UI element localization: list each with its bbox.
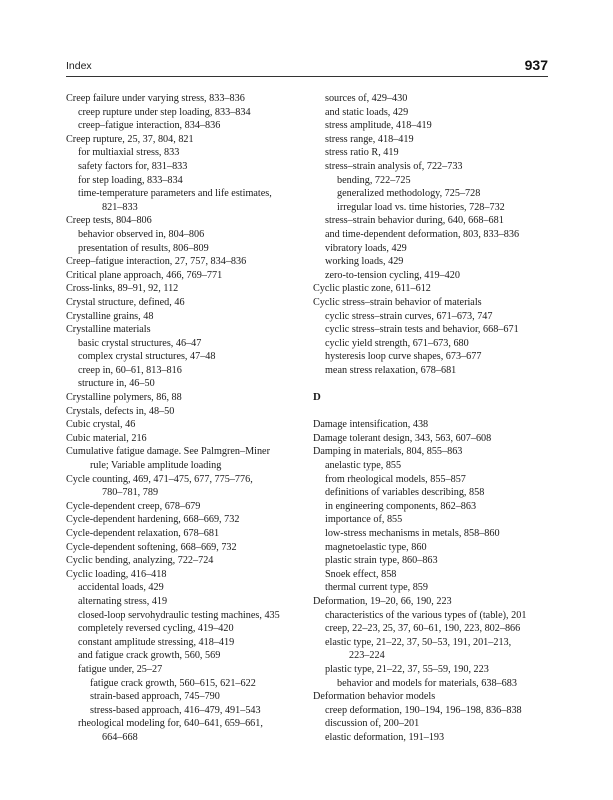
index-subentry: closed-loop servohydraulic testing machines, 435 bbox=[78, 609, 280, 621]
index-entry: Cycle-dependent softening, 668–669, 732 bbox=[66, 541, 237, 553]
index-subentry: rule; Variable amplitude loading bbox=[90, 460, 222, 472]
index-entry: Critical plane approach, 466, 769–771 bbox=[66, 269, 223, 281]
index-subentry: characteristics of the various types of (table), 201 bbox=[325, 609, 527, 621]
index-subentry: elastic deformation, 191–193 bbox=[325, 731, 445, 743]
index-entry: Deformation behavior models bbox=[313, 691, 436, 703]
index-subentry: creep deformation, 190–194, 196–198, 836–838 bbox=[325, 704, 522, 716]
index-subentry: plastic type, 21–22, 37, 55–59, 190, 223 bbox=[325, 663, 489, 675]
section-letter: D bbox=[313, 391, 321, 404]
index-subentry: irregular load vs. time histories, 728–732 bbox=[337, 201, 505, 213]
index-entry: Damping in materials, 804, 855–863 bbox=[313, 446, 463, 458]
index-subentry: thermal current type, 859 bbox=[325, 582, 428, 594]
index-subentry: generalized methodology, 725–728 bbox=[337, 188, 481, 200]
index-entry: Cycle-dependent relaxation, 678–681 bbox=[66, 528, 220, 539]
index-subentry: basic crystal structures, 46–47 bbox=[78, 337, 202, 349]
index-subentry: complex crystal structures, 47–48 bbox=[78, 351, 216, 363]
index-subentry: hysteresis loop curve shapes, 673–677 bbox=[325, 351, 482, 363]
index-entry: Cyclic bending, analyzing, 722–724 bbox=[66, 555, 214, 567]
index-subentry: stress ratio R, 419 bbox=[325, 147, 399, 159]
index-subentry: importance of, 855 bbox=[325, 514, 403, 526]
section-spacer bbox=[313, 377, 551, 391]
index-subentry: creep in, 60–61, 813–816 bbox=[78, 364, 182, 376]
index-subentry: for multiaxial stress, 833 bbox=[78, 147, 180, 159]
index-entry: Cyclic stress–strain behavior of materials bbox=[313, 296, 482, 308]
index-subentry: cyclic stress–strain tests and behavior, 668–671 bbox=[325, 324, 519, 336]
index-subentry: time-temperature parameters and life estimates, bbox=[78, 188, 272, 200]
index-subentry: and fatigue crack growth, 560, 569 bbox=[78, 650, 221, 662]
index-subentry: rheological modeling for, 640–641, 659–661, bbox=[78, 718, 263, 730]
index-subentry: stress amplitude, 418–419 bbox=[325, 120, 432, 132]
index-subentry: stress-based approach, 416–479, 491–543 bbox=[90, 704, 261, 716]
index-subentry: creep rupture under step loading, 833–834 bbox=[78, 106, 251, 118]
index-subentry: low-stress mechanisms in metals, 858–860 bbox=[325, 528, 500, 539]
index-entry: Crystalline grains, 48 bbox=[66, 310, 154, 322]
index-entry: Crystals, defects in, 48–50 bbox=[66, 405, 175, 417]
index-entry: Creep tests, 804–806 bbox=[66, 215, 152, 227]
index-entry: Cross-links, 89–91, 92, 112 bbox=[66, 283, 179, 295]
index-subentry: constant amplitude stressing, 418–419 bbox=[78, 636, 235, 648]
index-entry: Creep failure under varying stress, 833–836 bbox=[66, 93, 245, 104]
index-subentry: 780–781, 789 bbox=[102, 487, 159, 499]
index-entry: Cyclic plastic zone, 611–612 bbox=[313, 283, 431, 295]
section-spacer bbox=[313, 405, 551, 419]
index-subentry: zero-to-tension cycling, 419–420 bbox=[325, 269, 460, 281]
index-column-right bbox=[313, 92, 551, 745]
index-subentry: from rheological models, 855–857 bbox=[325, 473, 466, 485]
index-subentry: definitions of variables describing, 858 bbox=[325, 487, 485, 499]
index-subentry: structure in, 46–50 bbox=[78, 378, 155, 390]
index-subentry: bending, 722–725 bbox=[337, 174, 411, 186]
index-subentry: 664–668 bbox=[102, 731, 138, 743]
index-subentry: safety factors for, 831–833 bbox=[78, 160, 188, 172]
index-subentry: behavior and models for materials, 638–683 bbox=[337, 677, 517, 689]
index-entry: Crystalline materials bbox=[66, 324, 151, 336]
index-subentry: creep, 22–23, 25, 37, 60–61, 190, 223, 802–866 bbox=[325, 623, 521, 635]
index-entry: Cubic material, 216 bbox=[66, 432, 147, 444]
index-subentry: stress–strain behavior during, 640, 668–681 bbox=[325, 215, 504, 227]
index-entry: Cycle counting, 469, 471–475, 677, 775–776, bbox=[66, 473, 253, 485]
index-subentry: fatigue crack growth, 560–615, 621–622 bbox=[90, 677, 256, 689]
index-subentry: and time-dependent deformation, 803, 833–836 bbox=[325, 228, 520, 240]
index-subentry: presentation of results, 806–809 bbox=[78, 242, 209, 254]
index-subentry: for step loading, 833–834 bbox=[78, 174, 183, 186]
index-subentry: mean stress relaxation, 678–681 bbox=[325, 364, 457, 376]
page-number: 937 bbox=[524, 57, 548, 73]
index-entry: Creep–fatigue interaction, 27, 757, 834–836 bbox=[66, 256, 247, 268]
index-entry: Damage intensification, 438 bbox=[313, 419, 429, 431]
index-entry: Cyclic loading, 416–418 bbox=[66, 568, 167, 580]
index-subentry: 223–224 bbox=[349, 650, 385, 662]
index-subentry: vibratory loads, 429 bbox=[325, 242, 407, 254]
index-subentry: sources of, 429–430 bbox=[325, 93, 408, 104]
index-subentry: discussion of, 200–201 bbox=[325, 718, 420, 730]
index-subentry: Snoek effect, 858 bbox=[325, 568, 397, 580]
index-entry: Crystalline polymers, 86, 88 bbox=[66, 392, 182, 404]
index-subentry: anelastic type, 855 bbox=[325, 460, 402, 472]
index-entry: Cumulative fatigue damage. See Palmgren–Miner bbox=[66, 446, 270, 458]
index-subentry: cyclic yield strength, 671–673, 680 bbox=[325, 337, 469, 349]
index-subentry: accidental loads, 429 bbox=[78, 582, 164, 594]
index-subentry: completely reversed cycling, 419–420 bbox=[78, 623, 234, 635]
index-entry: Cubic crystal, 46 bbox=[66, 419, 136, 431]
index-subentry: plastic strain type, 860–863 bbox=[325, 555, 438, 567]
index-subentry: stress range, 418–419 bbox=[325, 133, 414, 145]
index-subentry: fatigue under, 25–27 bbox=[78, 663, 163, 675]
index-subentry: and static loads, 429 bbox=[325, 106, 409, 118]
index-subentry: strain-based approach, 745–790 bbox=[90, 691, 220, 703]
index-entry: Creep rupture, 25, 37, 804, 821 bbox=[66, 133, 194, 145]
running-head: Index bbox=[66, 60, 92, 72]
index-subentry: behavior observed in, 804–806 bbox=[78, 228, 205, 240]
index-subentry: creep–fatigue interaction, 834–836 bbox=[78, 120, 221, 132]
index-entry: Crystal structure, defined, 46 bbox=[66, 296, 185, 308]
index-subentry: cyclic stress–strain curves, 671–673, 747 bbox=[325, 310, 493, 322]
index-entry: Cycle-dependent creep, 678–679 bbox=[66, 500, 201, 512]
header-rule bbox=[66, 76, 548, 77]
index-subentry: alternating stress, 419 bbox=[78, 595, 168, 607]
index-column-left bbox=[66, 92, 298, 745]
index-entry: Cycle-dependent hardening, 668–669, 732 bbox=[66, 514, 240, 526]
index-subentry: elastic type, 21–22, 37, 50–53, 191, 201–213, bbox=[325, 636, 512, 648]
index-entry: Damage tolerant design, 343, 563, 607–608 bbox=[313, 432, 492, 444]
index-subentry: in engineering components, 862–863 bbox=[325, 500, 477, 512]
index-subentry: stress–strain analysis of, 722–733 bbox=[325, 160, 463, 172]
index-entry: Deformation, 19–20, 66, 190, 223 bbox=[313, 595, 452, 607]
index-subentry: working loads, 429 bbox=[325, 256, 404, 268]
index-subentry: 821–833 bbox=[102, 201, 138, 213]
index-subentry: magnetoelastic type, 860 bbox=[325, 541, 427, 553]
